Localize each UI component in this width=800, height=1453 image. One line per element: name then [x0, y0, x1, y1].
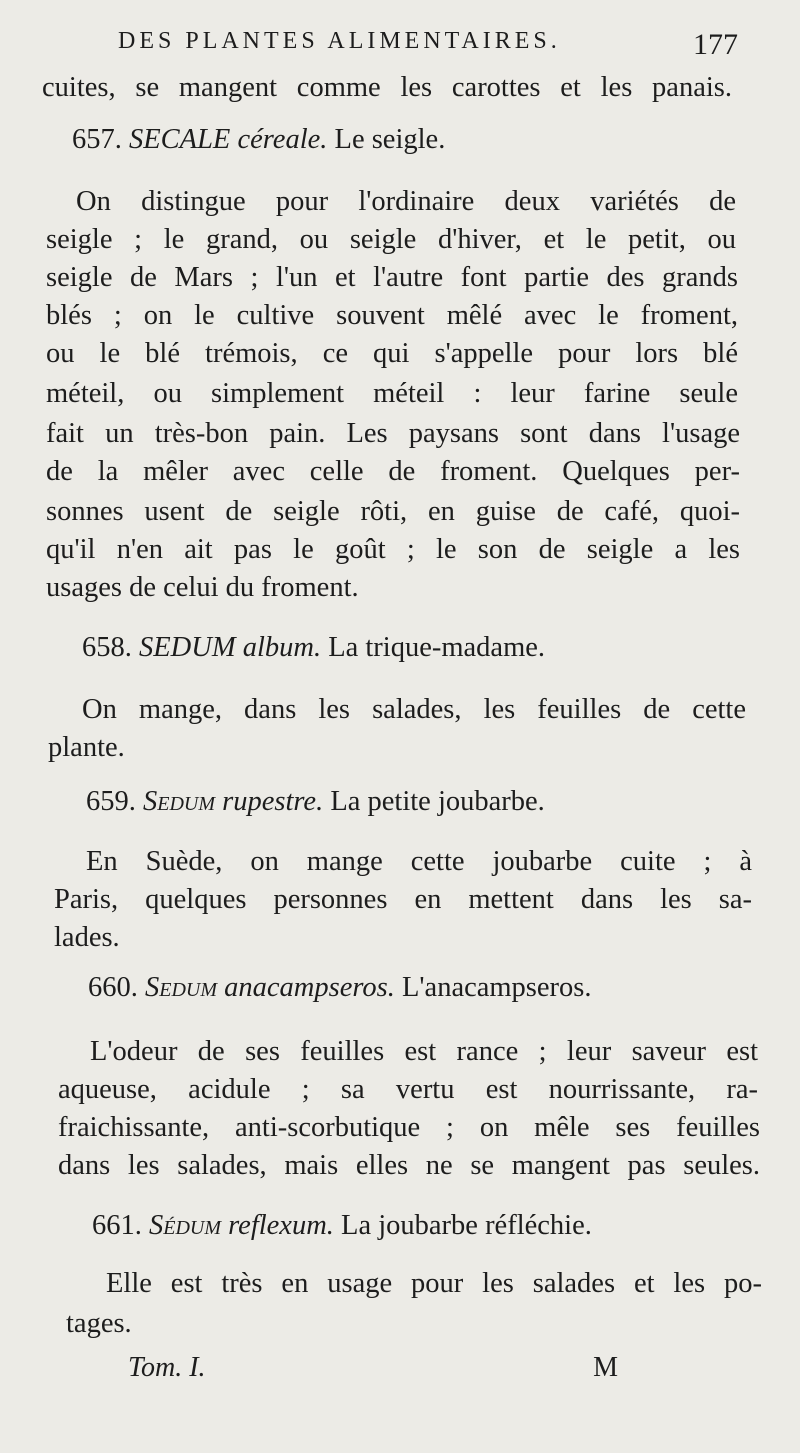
- text-line: fait un très-bon pain. Les paysans sont dans l'usage: [46, 418, 740, 449]
- entry-heading-658: [82, 628, 545, 668]
- entry-species: rupestre.: [222, 786, 324, 817]
- text-line: On distingue pour l'ordinaire deux variétés de: [76, 186, 736, 217]
- entry-number: 660.: [88, 972, 138, 1003]
- text-line: tages.: [66, 1308, 132, 1339]
- entry-genus: SEDUM: [139, 632, 236, 663]
- entry-species: album.: [242, 632, 322, 663]
- text-line: Elle est très en usage pour les salades et les po-: [106, 1268, 762, 1299]
- text-line: plante.: [48, 732, 125, 763]
- page-number: 177: [693, 28, 738, 61]
- text-line: blés ; on le cultive souvent mêlé avec le froment,: [46, 300, 738, 331]
- entry-common-name: Le seigle.: [334, 124, 446, 155]
- entry-common-name: La petite joubarbe.: [330, 786, 545, 817]
- entry-species: anacampseros.: [224, 972, 395, 1003]
- text-line: usages de celui du froment.: [46, 572, 359, 603]
- page-header: [118, 28, 738, 62]
- running-head: DES PLANTES ALIMENTAIRES.: [118, 28, 561, 54]
- gathering-signature: M: [593, 1352, 618, 1383]
- page-footer: [128, 1352, 618, 1392]
- text-line: En Suède, on mange cette joubarbe cuite ; à: [86, 846, 752, 877]
- entry-number: 659.: [86, 786, 136, 817]
- entry-genus: Sedum: [143, 786, 216, 817]
- entry-heading-661: [92, 1206, 592, 1246]
- entry-genus: SECALE: [129, 124, 231, 155]
- entry-number: 658.: [82, 632, 132, 663]
- entry-common-name: La trique-madame.: [328, 632, 546, 663]
- text-line: lades.: [54, 922, 120, 953]
- entry-heading-657: [72, 120, 445, 160]
- entry-genus: Sedum: [145, 972, 218, 1003]
- entry-heading-659: [86, 782, 545, 822]
- text-line: ou le blé trémois, ce qui s'appelle pour lors blé: [46, 338, 738, 369]
- entry-common-name: L'anacampseros.: [402, 972, 592, 1003]
- text-line: fraichissante, anti-scorbutique ; on mêle ses feuilles: [58, 1112, 760, 1143]
- entry-heading-660: [88, 968, 592, 1008]
- entry-species: céreale.: [237, 124, 328, 155]
- text-line: dans les salades, mais elles ne se mangent pas seules.: [58, 1150, 760, 1181]
- text-line: L'odeur de ses feuilles est rance ; leur saveur est: [90, 1036, 758, 1067]
- entry-genus: Sédum: [149, 1210, 222, 1241]
- text-line: Paris, quelques personnes en mettent dans les sa-: [54, 884, 752, 915]
- entry-common-name: La joubarbe réfléchie.: [341, 1210, 592, 1241]
- entry-species: reflexum.: [228, 1210, 334, 1241]
- text-line: aqueuse, acidule ; sa vertu est nourrissante, ra-: [58, 1074, 758, 1105]
- entry-number: 657.: [72, 124, 122, 155]
- text-line: seigle ; le grand, ou seigle d'hiver, et le petit, ou: [46, 224, 736, 255]
- text-line: de la mêler avec celle de froment. Quelques per-: [46, 456, 740, 487]
- text-line: qu'il n'en ait pas le goût ; le son de seigle a les: [46, 534, 740, 565]
- text-line: cuites, se mangent comme les carottes et les panais.: [42, 72, 732, 103]
- text-line: seigle de Mars ; l'un et l'autre font partie des grands: [46, 262, 738, 293]
- text-line: On mange, dans les salades, les feuilles de cette: [82, 694, 746, 725]
- text-line: sonnes usent de seigle rôti, en guise de café, quoi-: [46, 496, 740, 527]
- entry-number: 661.: [92, 1210, 142, 1241]
- volume-signature: Tom. I.: [128, 1352, 206, 1383]
- text-line: méteil, ou simplement méteil : leur farine seule: [46, 378, 738, 409]
